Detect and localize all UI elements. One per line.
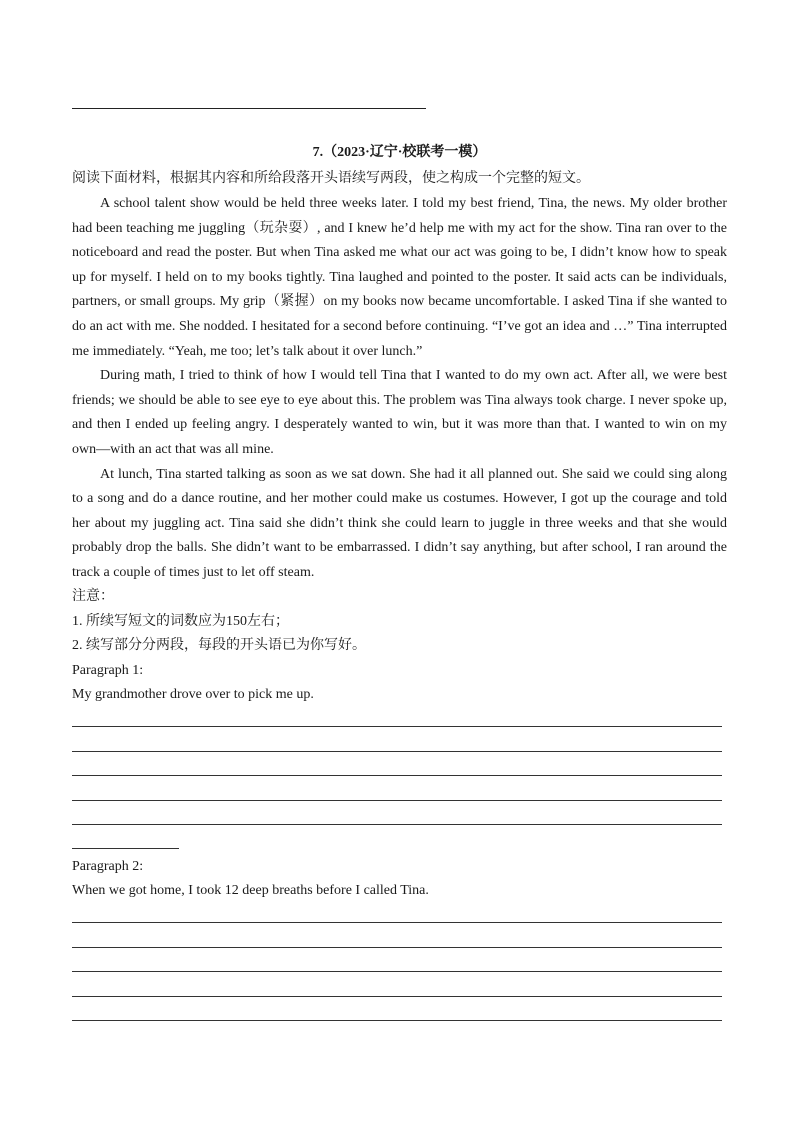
passage-paragraph-2: During math, I tried to think of how I would tell Tina that I wanted to do my own act. After all, we were best friends; we should be able to see eye to eye about this. The problem was Tina always took charge. I never spoke up, and then I ended up feeling angry. I desperately wanted to win, but it was more than that. I wanted to win on my own—with an act that was all mine. [72, 368, 727, 457]
paragraph2-label: Paragraph 2: [72, 859, 144, 874]
passage-paragraph-3: At lunch, Tina started talking as soon as we sat down. She had it all planned out. She said we could sing along to a song and do a dance routine, and her mother could make us costumes. However, I got up the courage and told her about my juggling act. Tina said she didn’t think she could learn to juggle in three weeks and that she would probably drop the balls. She didn’t want to be embarrassed. I didn’t say anything, but after school, I ran around the track a couple of times just to let off steam. [72, 466, 727, 580]
reading-passage [72, 192, 727, 586]
writing-line[interactable] [72, 947, 722, 948]
note-item-2: 2. 续写部分分两段，每段的开头语已为你写好。 [72, 638, 366, 654]
writing-line[interactable] [72, 922, 722, 923]
notes-heading: 注意： [72, 589, 114, 604]
paragraph1-opening: My grandmother drove over to pick me up. [72, 687, 314, 703]
notes-section [72, 585, 727, 708]
writing-line[interactable] [72, 1020, 722, 1021]
passage-paragraph-1: A school talent show would be held three weeks later. I told my best friend, Tina, the news. My older brother had been teaching me juggling（玩杂耍）, and I knew he’d help me with my act for the show. Tina ran over to the noticeboard and read the poster. But when Tina asked me what our act was going to be, I didn’t know how to speak up for myself. I held on to my books tightly. Tina laughed and pointed to the poster. It said acts can be individuals, partners, or small groups. My grip（紧握）on my books now became uncomfortable. I asked Tina if she wanted to do an act with me. She nodded. I hesitated for a second before continuing. “I’ve got an idea and …” Tina interrupted me immediately. “Yeah, me too; let’s talk about it over lunch.” [72, 196, 727, 359]
writing-line[interactable] [72, 726, 722, 727]
top-divider [72, 108, 426, 109]
note-item-1: 1. 所续写短文的词数应为150左右； [72, 613, 289, 629]
writing-line[interactable] [72, 775, 722, 776]
paragraph1-label: Paragraph 1: [72, 662, 144, 678]
writing-line[interactable] [72, 824, 722, 825]
writing-line-short[interactable] [72, 848, 179, 849]
writing-line[interactable] [72, 751, 722, 752]
writing-line[interactable] [72, 996, 722, 997]
question-title: 7.（2023·辽宁·校联考一模） [312, 145, 487, 160]
paragraph1-writing-area[interactable] [72, 726, 722, 825]
writing-line[interactable] [72, 800, 722, 801]
paragraph2-opening: When we got home, I took 12 deep breaths before I called Tina. [72, 883, 429, 898]
question-instruction: 阅读下面材料，根据其内容和所给段落开头语续写两段，使之构成一个完整的短文。 [72, 171, 590, 186]
paragraph2-writing-area[interactable] [72, 922, 722, 1021]
writing-line[interactable] [72, 971, 722, 972]
